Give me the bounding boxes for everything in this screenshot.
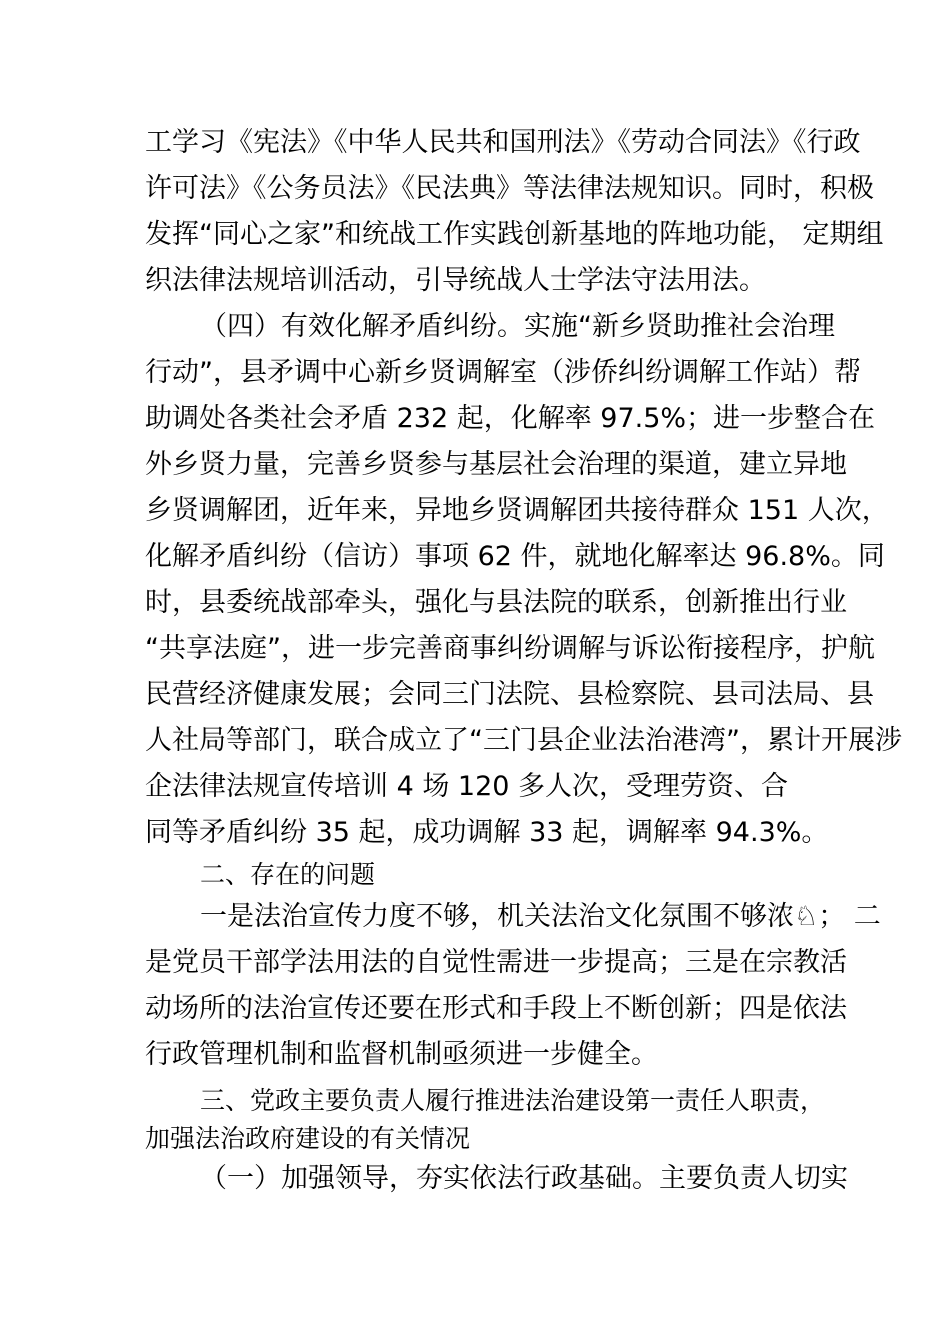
text-line: 民营经济健康发展；会同三门法院、县检察院、县司法局、县	[145, 679, 874, 710]
section-heading-leadership: 三、党政主要负责人履行推进法治建设第一责任人职责，	[200, 1086, 826, 1115]
text-line: 行政管理机制和监督机制亟须进一步健全。	[145, 1039, 658, 1070]
text-line: 化解矛盾纠纷（信访）事项 62 件，就地化解率达 96.8%。同	[145, 541, 885, 572]
text-line: 时，县委统战部牵头，强化与县法院的联系，创新推出行业	[145, 587, 847, 618]
text-line: 动场所的法治宣传还要在形式和手段上不断创新；四是依法	[145, 993, 847, 1024]
text-line: 助调处各类社会矛盾 232 起，化解率 97.5%；进一步整合在	[145, 403, 876, 434]
paragraph-start-line: 一是法治宣传力度不够，机关法治文化氛围不够浓♘； 二	[200, 901, 881, 932]
paragraph-start-line: （四）有效化解矛盾纠纷。实施“新乡贤助推社会治理	[200, 311, 835, 342]
text-line: 发挥“同心之家”和统战工作实践创新基地的阵地功能， 定期组	[145, 219, 884, 250]
text-line: “共享法庭”，进一步完善商事纠纷调解与诉讼衔接程序，护航	[145, 633, 875, 664]
text-line: 工学习《宪法》《中华人民共和国刑法》《劳动合同法》《行政	[145, 127, 861, 158]
text-line: 同等矛盾纠纷 35 起，成功调解 33 起，调解率 94.3%。	[145, 817, 829, 848]
text-line: 外乡贤力量，完善乡贤参与基层社会治理的渠道，建立异地	[145, 449, 847, 480]
paragraph-start-line: （一）加强领导，夯实依法行政基础。主要负责人切实	[200, 1163, 848, 1194]
text-line: 企法律法规宣传培训 4 场 120 多人次，受理劳资、合	[145, 771, 789, 802]
text-line: 是党员干部学法用法的自觉性需进一步提高；三是在宗教活	[145, 947, 847, 978]
text-line: 许可法》《公务员法》《民法典》等法律法规知识。同时，积极	[145, 173, 874, 204]
section-heading-issues: 二、存在的问题	[200, 860, 376, 889]
section-heading-leadership-cont: 加强法治政府建设的有关情况	[145, 1124, 471, 1153]
text-line: 人社局等部门，联合成立了“三门县企业法治港湾”，累计开展涉	[145, 725, 902, 756]
text-line: 行动”，县矛调中心新乡贤调解室（涉侨纠纷调解工作站）帮	[145, 357, 861, 388]
text-line: 乡贤调解团，近年来，异地乡贤调解团共接待群众 151 人次，	[145, 495, 889, 526]
text-line: 织法律法规培训活动，引导统战人士学法守法用法。	[145, 265, 766, 296]
